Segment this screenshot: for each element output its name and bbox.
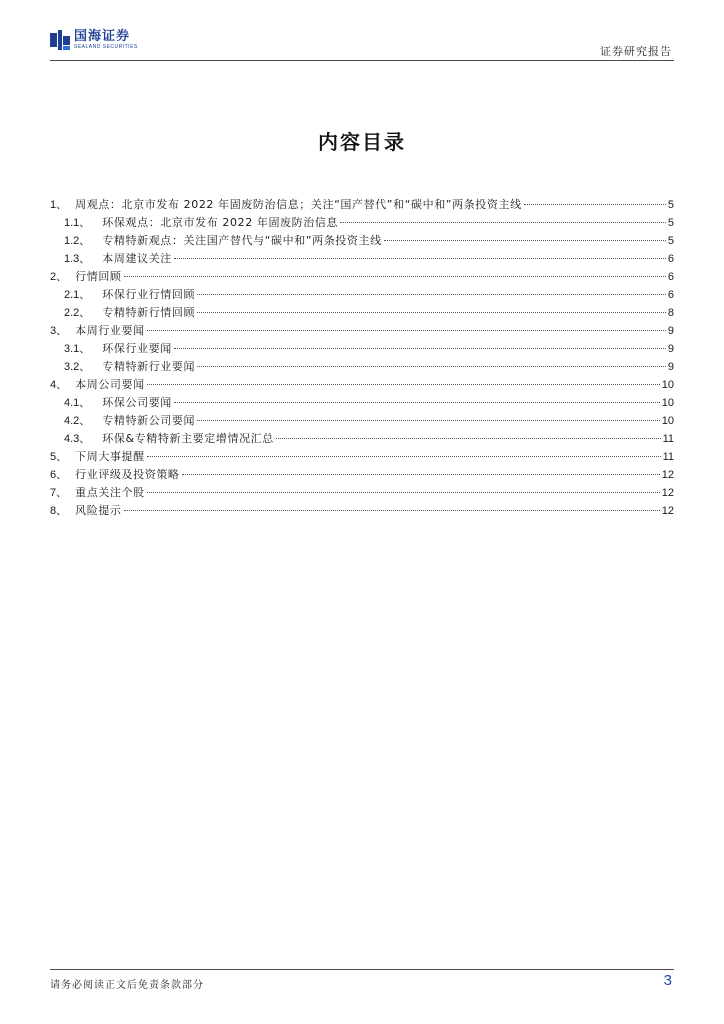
toc-entry[interactable] [50, 232, 674, 250]
toc-title: 内容目录 [318, 130, 406, 154]
toc-entry-title: 周观点：北京市发布 2022 年固废防治信息；关注“国产替代”和“碳中和”两条投资主线 [75, 198, 522, 211]
toc-entry-number: 6、 [50, 469, 68, 481]
toc-entry[interactable] [50, 484, 674, 502]
toc-entry-title: 行业评级及投资策略 [75, 468, 180, 481]
toc-entry-page: 8 [667, 307, 674, 319]
toc-dot-leader [174, 258, 666, 259]
toc-entry-page: 10 [661, 379, 674, 391]
header-divider [50, 60, 674, 61]
toc-entry-number: 2、 [50, 271, 68, 283]
toc-entry-number: 1.2、 [64, 235, 91, 247]
toc-entry-number: 7、 [50, 487, 68, 499]
toc-entry-title: 环保行业行情回顾 [102, 288, 196, 301]
toc-entry-title: 专精特新公司要闻 [102, 414, 196, 427]
toc-entry-number: 2.1、 [64, 289, 91, 301]
toc-entry-page: 10 [661, 397, 674, 409]
toc-entry-title: 专精特新行业要闻 [102, 360, 196, 373]
toc-entry-page: 5 [667, 235, 674, 247]
toc-dot-leader [276, 438, 661, 439]
page-number: 3 [663, 972, 672, 989]
toc-entry-page: 6 [667, 271, 674, 283]
toc-dot-leader [124, 276, 666, 277]
toc-entry-page: 5 [667, 217, 674, 229]
toc-entry-title: 环保公司要闻 [102, 396, 172, 409]
toc-entry-page: 6 [667, 289, 674, 301]
toc-entry-page: 11 [662, 451, 674, 463]
report-type-label: 证券研究报告 [600, 45, 672, 58]
toc-entry-title: 环保&专精特新主要定增情况汇总 [102, 432, 274, 445]
toc-entry-title: 本周建议关注 [102, 252, 172, 265]
toc-entry[interactable] [50, 214, 674, 232]
toc-entry-title: 环保行业要闻 [102, 342, 172, 355]
toc-entry[interactable] [50, 268, 674, 286]
toc-entry-title: 风险提示 [75, 504, 122, 517]
toc-entry-page: 11 [662, 433, 674, 445]
toc-dot-leader [524, 204, 666, 205]
toc-entry-page: 9 [667, 343, 674, 355]
logo-chinese-name: 国海证券 [74, 29, 131, 44]
toc-entry[interactable] [50, 304, 674, 322]
page-header [0, 0, 724, 60]
toc-entry-page: 12 [661, 505, 674, 517]
toc-entry-number: 4.2、 [64, 415, 91, 427]
toc-dot-leader [182, 474, 660, 475]
toc-entry-title: 专精特新行情回顾 [102, 306, 196, 319]
toc-entry-number: 4.3、 [64, 433, 91, 445]
toc-entry[interactable] [50, 358, 674, 376]
toc-entry-number: 1、 [50, 199, 68, 211]
toc-entry-number: 3、 [50, 325, 68, 337]
toc-entry-page: 6 [667, 253, 674, 265]
toc-entry[interactable] [50, 376, 674, 394]
toc-dot-leader [147, 384, 660, 385]
toc-entry-title: 本周公司要闻 [75, 378, 145, 391]
toc-entry-page: 9 [667, 325, 674, 337]
toc-entry[interactable] [50, 196, 674, 214]
toc-dot-leader [147, 492, 660, 493]
toc-entry[interactable] [50, 448, 674, 466]
toc-entry[interactable] [50, 502, 674, 520]
toc-entry-title: 环保观点：北京市发布 2022 年固废防治信息 [102, 216, 339, 229]
toc-entry-title: 行情回顾 [75, 270, 122, 283]
toc-dot-leader [147, 456, 661, 457]
toc-entry-number: 5、 [50, 451, 68, 463]
logo-mark-icon [50, 30, 70, 50]
toc-entry[interactable] [50, 430, 674, 448]
toc-dot-leader [197, 294, 666, 295]
toc-dot-leader [197, 312, 666, 313]
toc-dot-leader [197, 366, 666, 367]
toc-entry[interactable] [50, 340, 674, 358]
toc-entry-page: 9 [667, 361, 674, 373]
footer-disclaimer: 请务必阅读正文后免责条款部分 [50, 980, 204, 991]
toc-dot-leader [384, 240, 666, 241]
toc-entry-page: 5 [667, 199, 674, 211]
toc-entry-number: 1.1、 [64, 217, 91, 229]
toc-entry-page: 10 [661, 415, 674, 427]
toc-entry-title: 下周大事提醒 [75, 450, 145, 463]
toc-entry-page: 12 [661, 469, 674, 481]
toc-entry-title: 专精特新观点：关注国产替代与“碳中和”两条投资主线 [102, 234, 382, 247]
toc-entry[interactable] [50, 250, 674, 268]
toc-entry-number: 8、 [50, 505, 68, 517]
toc-dot-leader [174, 348, 666, 349]
table-of-contents [50, 196, 674, 520]
toc-entry-number: 3.1、 [64, 343, 91, 355]
toc-entry[interactable] [50, 322, 674, 340]
toc-dot-leader [124, 510, 660, 511]
toc-entry-number: 4、 [50, 379, 68, 391]
toc-dot-leader [197, 420, 660, 421]
toc-entry-number: 1.3、 [64, 253, 91, 265]
toc-entry[interactable] [50, 394, 674, 412]
toc-entry-number: 3.2、 [64, 361, 91, 373]
toc-dot-leader [340, 222, 666, 223]
toc-entry-title: 重点关注个股 [75, 486, 145, 499]
logo-english-name: SEALAND SECURITIES [74, 44, 138, 50]
toc-entry[interactable] [50, 412, 674, 430]
toc-dot-leader [174, 402, 660, 403]
toc-entry-page: 12 [661, 487, 674, 499]
toc-entry-title: 本周行业要闻 [75, 324, 145, 337]
toc-entry[interactable] [50, 466, 674, 484]
toc-entry-number: 4.1、 [64, 397, 91, 409]
toc-dot-leader [147, 330, 666, 331]
toc-entry-number: 2.2、 [64, 307, 91, 319]
footer-divider [50, 969, 674, 970]
company-logo [50, 30, 138, 50]
toc-entry[interactable] [50, 286, 674, 304]
